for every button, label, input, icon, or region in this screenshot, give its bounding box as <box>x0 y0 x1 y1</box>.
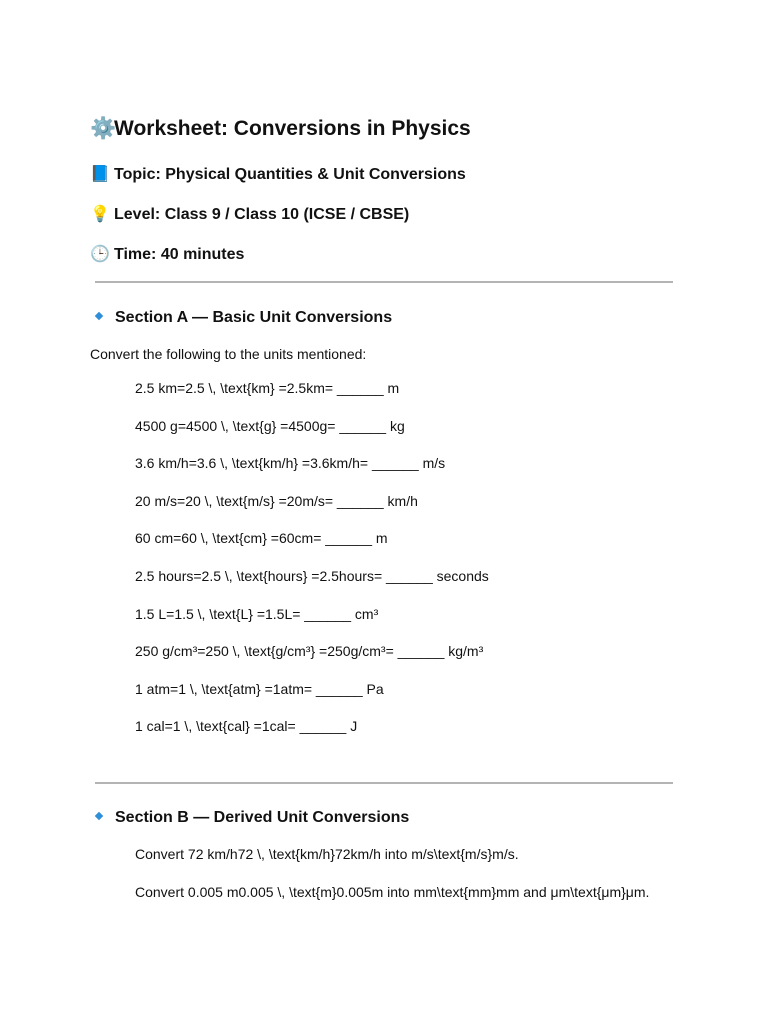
section-a-heading-text: Section A — Basic Unit Conversions <box>115 309 393 326</box>
question-text: 2.5 hours=2.5 \, \text{hours} =2.5hours= ______ seconds <box>135 567 489 584</box>
section-divider <box>95 782 673 784</box>
section-a-heading <box>96 309 392 327</box>
book-icon: 📘 <box>90 164 110 183</box>
gear-icon: ⚙️ <box>90 116 117 140</box>
question-text: 4500 g=4500 \, \text{g} =4500g= ______ kg <box>135 417 405 434</box>
worksheet-topic <box>90 164 466 184</box>
worksheet-level <box>90 204 409 224</box>
question-text: 20 m/s=20 \, \text{m/s} =20m/s= ______ km/h <box>135 492 418 509</box>
section-b-heading <box>96 809 409 827</box>
worksheet-title <box>90 116 471 141</box>
section-a-intro: Convert the following to the units mentioned: <box>90 346 367 362</box>
worksheet-time-text: Time: 40 minutes <box>114 246 245 263</box>
diamond-bullet-icon <box>95 812 103 820</box>
question-text: 1 atm=1 \, \text{atm} =1atm= ______ Pa <box>135 680 384 697</box>
question-text: Convert 0.005 m0.005 \, \text{m}0.005m into mm\text{mm}mm and μm\text{μm}μm. <box>135 884 650 900</box>
question-text: 2.5 km=2.5 \, \text{km} =2.5km= ______ m <box>135 380 400 396</box>
worksheet-time <box>90 244 244 264</box>
question-text: 250 g/cm³=250 \, \text{g/cm³} =250g/cm³= ______ kg/m³ <box>135 643 484 660</box>
question-text: 60 cm=60 \, \text{cm} =60cm= ______ m <box>135 530 388 547</box>
worksheet-topic-text: Topic: Physical Quantities & Unit Conversions <box>114 166 466 183</box>
lightbulb-icon: 💡 <box>90 204 110 223</box>
question-text: 1.5 L=1.5 \, \text{L} =1.5L= ______ cm³ <box>135 605 379 622</box>
worksheet-title-text: Worksheet: Conversions in Physics <box>114 117 471 140</box>
worksheet-level-text: Level: Class 9 / Class 10 (ICSE / CBSE) <box>114 206 410 223</box>
clock-icon: 🕒 <box>90 244 110 263</box>
question-text: 3.6 km/h=3.6 \, \text{km/h} =3.6km/h= ______ m/s <box>135 455 446 472</box>
diamond-bullet-icon <box>95 312 103 320</box>
section-divider <box>95 281 673 283</box>
question-text: Convert 72 km/h72 \, \text{km/h}72km/h into m/s\text{m/s}m/s. <box>135 846 519 862</box>
section-b-heading-text: Section B — Derived Unit Conversions <box>115 809 410 826</box>
question-text: 1 cal=1 \, \text{cal} =1cal= ______ J <box>135 718 358 735</box>
